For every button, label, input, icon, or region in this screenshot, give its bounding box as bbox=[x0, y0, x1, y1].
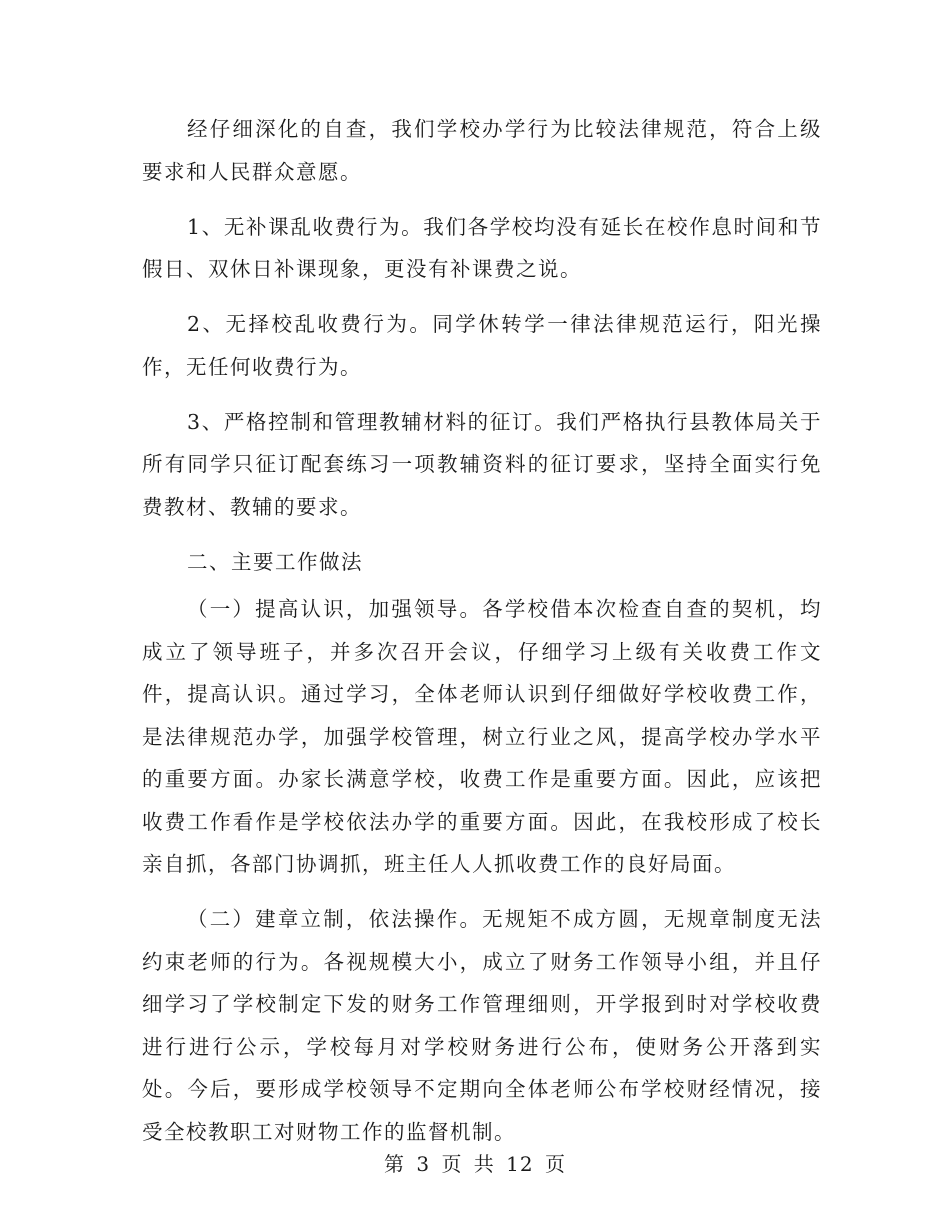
paragraph-method-2: （二）建章立制，依法操作。无规矩不成方圆，无规章制度无法约束老师的行为。各视规模大小，成立了财务工作领导小组，并且仔细学习了学校制定下发的财务工作管理细则，开学报到时对学校收费进行进行公示，学校每月对学校财务进行公布，使财务公开落到实处。今后，要形成学校领导不定期向全体老师公布学校财经情况，接受全校教职工对财物工作的监督机制。 bbox=[142, 907, 822, 1144]
paragraph-item-2: 2、无择校乱收费行为。同学休转学一律法律规范运行，阳光操作，无任何收费行为。 bbox=[142, 312, 822, 379]
paragraph-method-1: （一）提高认识，加强领导。各学校借本次检查自查的契机，均成立了领导班子，并多次召开会议，仔细学习上级有关收费工作文件，提高认识。通过学习，全体老师认识到仔细做好学校收费工作，是法律规范办学，加强学校管理，树立行业之风，提高学校办学水平的重要方面。办家长满意学校，收费工作是重要方面。因此，应该把收费工作看作是学校依法办学的重要方面。因此，在我校形成了校长亲自抓，各部门协调抓，班主任人人抓收费工作的良好局面。 bbox=[142, 597, 822, 877]
paragraph-item-1: 1、无补课乱收费行为。我们各学校均没有延长在校作息时间和节假日、双休日补课现象，更没有补课费之说。 bbox=[142, 214, 822, 282]
page-number-footer: 第 3 页 共 12 页 bbox=[384, 1152, 566, 1176]
section-heading: 二、主要工作做法 bbox=[187, 549, 363, 574]
document-body bbox=[142, 108, 822, 1166]
paragraph-item-3: 3、严格控制和管理教辅材料的征订。我们严格执行县教体局关于所有同学只征订配套练习一项教辅资料的征订要求，坚持全面实行免费教材、教辅的要求。 bbox=[142, 409, 822, 519]
paragraph-intro: 经仔细深化的自查，我们学校办学行为比较法律规范，符合上级要求和人民群众意愿。 bbox=[142, 117, 822, 184]
